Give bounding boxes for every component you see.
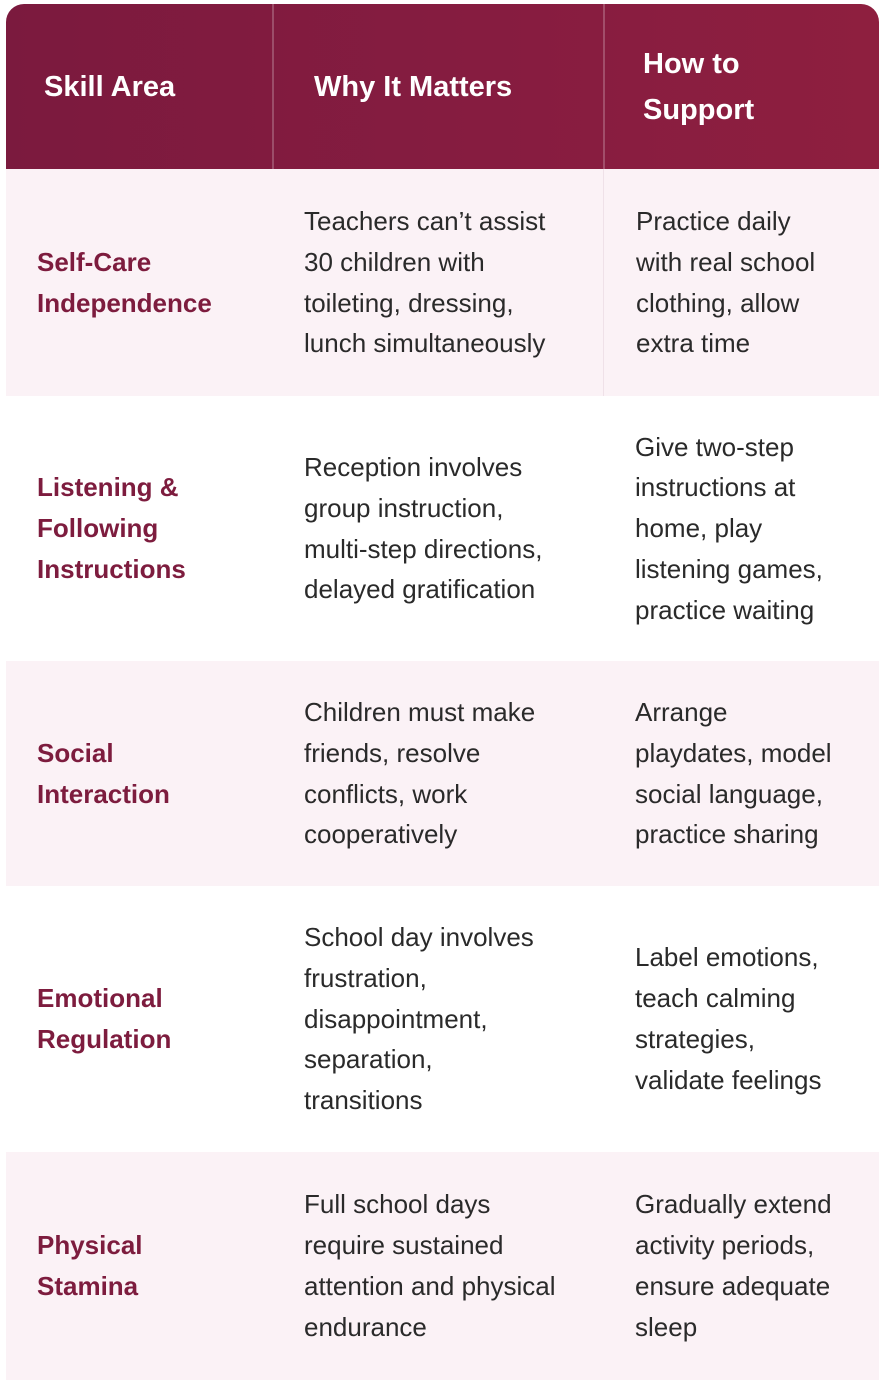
why-cell: Children must make friends, resolve conflicts, work cooperatively [304, 696, 536, 850]
how-cell: Give two-step instructions at home, play listening games, practice waiting [635, 431, 823, 625]
skill-cell: Physical Stamina [37, 1230, 143, 1301]
header-skill-area: Skill Area [44, 70, 176, 103]
table-row [6, 169, 879, 396]
skill-cell: Emotional Regulation [37, 983, 172, 1054]
skill-cell: Self-Care Independence [37, 246, 212, 318]
skills-table [6, 4, 879, 1380]
table-header [6, 4, 879, 169]
header-why-it-matters: Why It Matters [272, 4, 603, 169]
why-cell: Teachers can’t assist 30 children with toileting, dressing, lunch simultaneously [304, 205, 546, 359]
skill-cell: Listening & Following Instructions [37, 472, 186, 584]
table-row [6, 661, 879, 886]
table-row [6, 396, 879, 661]
how-cell: Gradually extend activity periods, ensure adequate sleep [635, 1189, 832, 1342]
skill-cell: Social Interaction [37, 737, 170, 809]
why-cell: School day involves frustration, disappointment, separation, transitions [304, 922, 534, 1116]
why-cell: Full school days require sustained attention and physical endurance [304, 1189, 556, 1342]
header-how-to-support: How to Support [603, 4, 879, 169]
why-cell: Reception involves group instruction, multi-step directions, delayed gratification [304, 451, 543, 605]
how-cell: Practice daily with real school clothing, allow extra time [603, 169, 879, 396]
table-row [6, 1152, 879, 1380]
table-row [6, 886, 879, 1152]
how-cell: Label emotions, teach calming strategies, validate feelings [635, 942, 822, 1095]
how-cell: Arrange playdates, model social language, practice sharing [635, 696, 832, 850]
